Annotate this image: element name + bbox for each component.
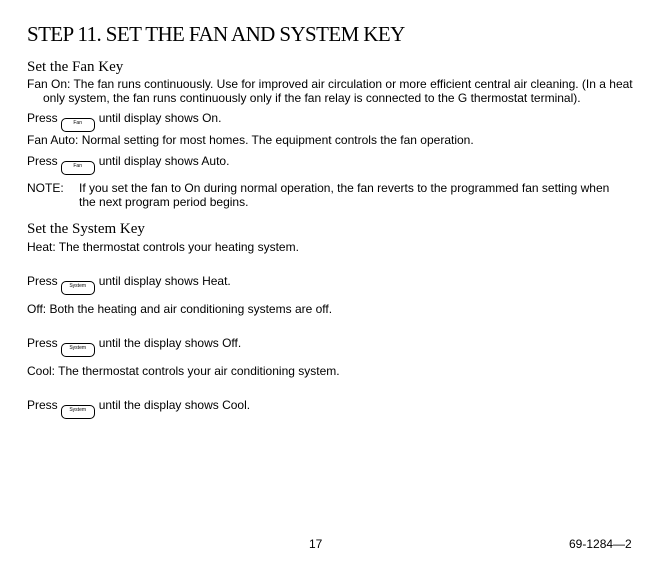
page-title: STEP 11. SET THE FAN AND SYSTEM KEY: [27, 22, 405, 46]
press-word: Press: [27, 398, 58, 412]
press-tail: until display shows Auto.: [98, 154, 230, 168]
press-word: Press: [27, 154, 58, 168]
page-number: 17: [309, 537, 323, 551]
fan-key: [61, 161, 95, 175]
press-fan-on-instruction: [27, 111, 221, 132]
fan-key-label: Fan: [73, 163, 82, 169]
press-tail: until the display shows Off.: [98, 336, 242, 350]
fan-key: [61, 118, 95, 132]
system-key-label: System: [69, 345, 87, 351]
note-label: NOTE:: [27, 181, 64, 195]
document-number: 69-1284—2: [569, 537, 632, 551]
press-word: Press: [27, 336, 58, 350]
press-tail: until the display shows Cool.: [98, 398, 251, 412]
press-word: Press: [27, 274, 58, 288]
press-fan-auto-instruction: [27, 154, 229, 175]
fan-key-label: Fan: [73, 120, 82, 126]
system-key-label: System: [69, 283, 87, 289]
note-text: If you set the fan to On during normal operation, the fan reverts to the programmed fan setting when the next program period begins.: [79, 181, 610, 209]
off-description: Off: Both the heating and air conditioning systems are off.: [27, 302, 333, 316]
press-tail: until display shows On.: [98, 111, 222, 125]
press-tail: until display shows Heat.: [98, 274, 231, 288]
fan-section-heading: Set the Fan Key: [27, 59, 124, 75]
press-system-off-instruction: [27, 336, 241, 357]
heat-description: Heat: The thermostat controls your heating system.: [27, 240, 299, 254]
system-key: [61, 343, 95, 357]
press-system-cool-instruction: [27, 398, 250, 419]
system-section-heading: Set the System Key: [27, 221, 145, 237]
press-word: Press: [27, 111, 58, 125]
system-key: [61, 405, 95, 419]
fan-on-description: Fan On: The fan runs continuously. Use for improved air circulation or more efficient central air cleaning. (In a heat only system, the fan runs continuously only if the fan relay is connected to the G thermostat terminal).: [27, 77, 633, 105]
system-key-label: System: [69, 407, 87, 413]
system-key: [61, 281, 95, 295]
fan-auto-description: Fan Auto: Normal setting for most homes. The equipment controls the fan operation.: [27, 133, 474, 147]
press-system-heat-instruction: [27, 274, 231, 295]
cool-description: Cool: The thermostat controls your air conditioning system.: [27, 364, 340, 378]
